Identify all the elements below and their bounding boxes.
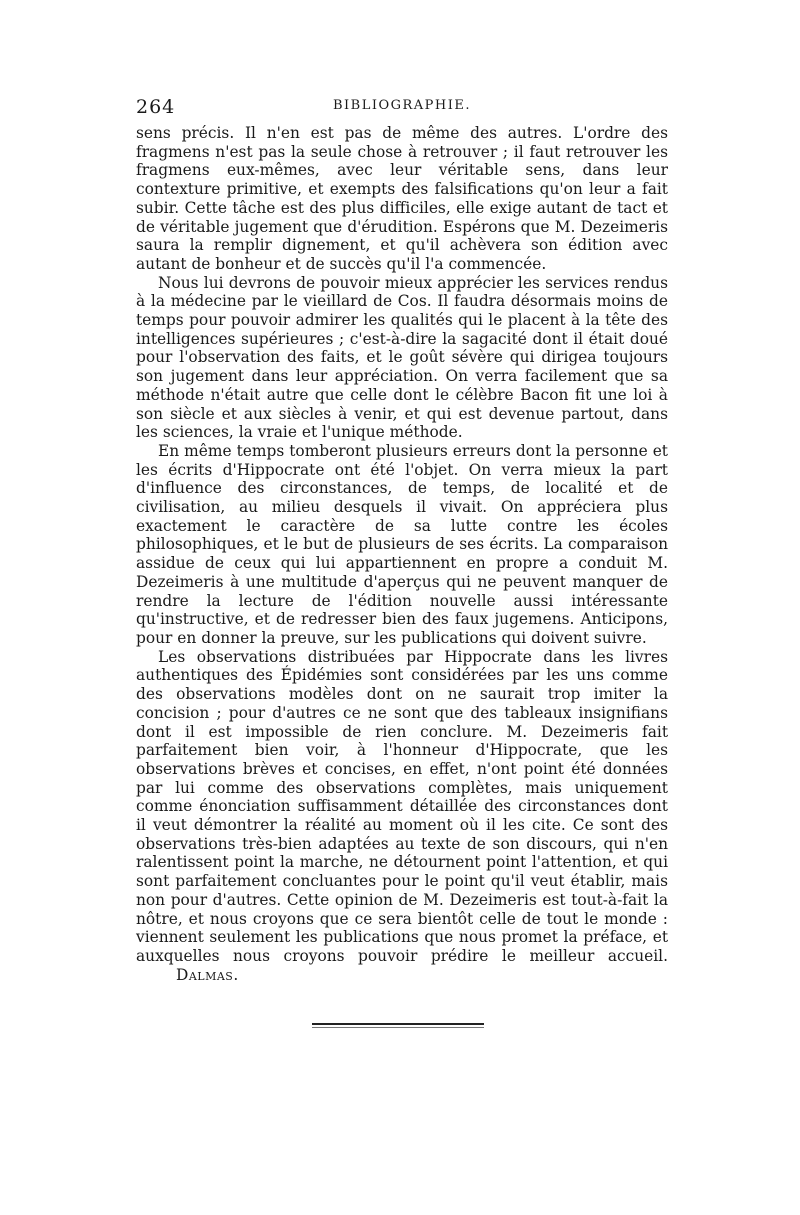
running-title: BIBLIOGRAPHIE. bbox=[332, 98, 472, 113]
paragraph-observations-text: Les observations distribuées par Hippocrate dans les livres authentiques des Épidémies sont considérées par les uns comme des observations modèles dont on ne saurait trop imiter la concision ; pour d'autres ce ne sont que des tableaux insignifians dont il est impossible de rien conclure. M. Dezeimeris fait parfaitement bien voir, à l'honneur d'Hippocrate, que les observations brèves et concises, en effet, n'ont point été données par lui comme des observations complètes, mais uniquement comme énonciation suffisamment détaillée des circonstances dont il veut démontrer la réalité au moment où il les cite. Ce sont des observations très-bien adaptées au texte de son discours, qui n'en ralentissent point la marche, ne détournent point l'attention, et qui sont parfaitement concluantes pour le point qu'il veut établir, mais non pour d'autres. Cette opinion de M. Dezeimeris est tout-à-fait la nôtre, et nous croyons que ce sera bientôt celle de tout le monde : viennent seulement les publications que nous promet la préface, et auxquelles nous croyons pouvoir prédire le meilleur accueil. bbox=[136, 647, 668, 965]
book-page bbox=[136, 96, 668, 984]
author-signature: Dalmas. bbox=[176, 965, 239, 984]
paragraph-continuation: sens précis. Il n'en est pas de même des autres. L'ordre des fragmens n'est pas la seule chose à retrouver ; il faut retrouver les fragmens eux-mêmes, avec leur véritable sens, dans leur contexture primitive, et exempts des falsifications qu'on leur a fait subir. Cette tâche est des plus difficiles, elle exige autant de tact et de véritable jugement que d'érudition. Espérons que M. Dezeimeris saura la remplir dignement, et qu'il achèvera son édition avec autant de bonheur et de succès qu'il l'a commencée. bbox=[136, 124, 668, 273]
section-end-rule bbox=[312, 1023, 484, 1025]
paragraph-errors: En même temps tomberont plusieurs erreurs dont la personne et les écrits d'Hippocrate ont été l'objet. On verra mieux la part d'influence des circonstances, de temps, de localité et de civilisation, au milieu desquels il vivait. On appréciera plus exactement le caractère de sa lutte contre les écoles philosophiques, et le but de plusieurs de ses écrits. La comparaison assidue de ceux qui lui appartiennent en propre a conduit M. Dezeimeris à une multitude d'aperçus qui ne peuvent manquer de rendre la lecture de l'édition nouvelle aussi intéressante qu'instructive, et de redresser bien des faux jugemens. Anticipons, pour en donner la preuve, sur les publications qui doivent suivre. bbox=[136, 441, 668, 647]
body-text bbox=[136, 124, 668, 984]
section-end-rule-thin bbox=[312, 1027, 484, 1028]
paragraph-observations bbox=[136, 648, 668, 985]
paragraph-services: Nous lui devrons de pouvoir mieux apprécier les services rendus à la médecine par le vieillard de Cos. Il faudra désormais moins de temps pour pouvoir admirer les qualités qui le placent à la tête des intelligences supérieures ; c'est-à-dire la sagacité dont il était doué pour l'observation des faits, et le goût sévère qui dirigea toujours son jugement dans leur appréciation. On verra facilement que sa méthode n'était autre que celle dont le célèbre Bacon fit une loi à son siècle et aux siècles à venir, et qui est devenue partout, dans les sciences, la vraie et l'unique méthode. bbox=[136, 273, 668, 442]
running-head bbox=[136, 96, 668, 122]
page-number: 264 bbox=[136, 96, 176, 118]
